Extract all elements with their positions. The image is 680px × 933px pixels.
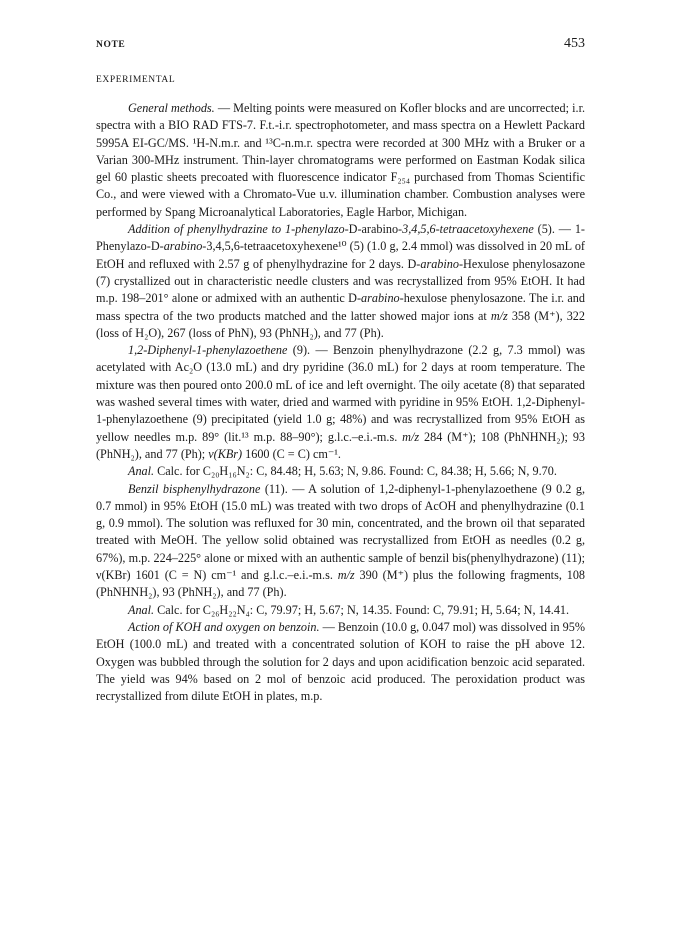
italic-term: arabino: [420, 256, 459, 271]
paragraph-heading: Anal.: [128, 602, 155, 617]
paragraph-body: (9). — Benzoin phenylhydrazone (2.2 g, 7.3 mmol) was acetylated with Ac₂O (13.0 mL) and dry pyridine (36.0 mL) for 2 days at room temperature. The mixture was then poured onto 200.0 mL of ice and left overnight. The oily acetate (8) that separated was washed several times with water, dried and warmed with pyridine in 95% EtOH. 1,2-Diphenyl-1-phenylazoethene (9) precipitated (yield 1.0 g; 48%) and was recrystallized from 95% EtOH as yellow needles m.p. 89° (lit.¹³ m.p. 88–90°); g.l.c.–e.i.-m.s.: [96, 343, 585, 444]
paragraph-heading: Anal.: [128, 464, 155, 479]
paragraph-diphenyl: [96, 342, 585, 463]
paragraph-addition: [96, 221, 585, 342]
paragraph-body: — Benzoin (10.0 g, 0.047 mol) was dissolved in 95% EtOH (100.0 mL) and treated with a concentrated solution of KOH to raise the pH above 12. Oxygen was bubbled through the solution for 2 days and upon acidification benzoic acid separated. The yield was 94% based on 2 mol of benzoic acid produced. The peroxidation product was recrystallized from dilute EtOH in plates, m.p.: [96, 619, 585, 704]
paragraph-body: -hexulose phenylosazone. The i.r. and mass spectra of the two products matched and the latter showed major ions at: [96, 291, 585, 323]
paragraph-body: Calc. for C₂₆H₂₂N₄: C, 79.97; H, 5.67; N, 14.35. Found: C, 79.91; H, 5.64; N, 14.41.: [154, 602, 570, 617]
page-header: [96, 36, 585, 60]
italic-term: m/z: [402, 429, 420, 444]
paragraph-koh: [96, 619, 585, 705]
italic-term: arabino: [163, 239, 203, 254]
page-number: 453: [564, 36, 585, 51]
paragraph-heading-roman: D-arabino-: [348, 222, 403, 237]
italic-term: m/z: [490, 308, 508, 323]
paragraph-heading: Benzil bisphenylhydrazone: [128, 481, 261, 496]
paragraph-benzil: [96, 481, 585, 602]
paragraph-body: 390 (M⁺) plus the following fragments, 108 (PhNHNH₂), 93 (PhNH₂), and 77 (Ph).: [96, 568, 586, 600]
running-head: NOTE: [96, 40, 126, 50]
paragraph-body: -3,4,5,6-tetraacetoxyhexene¹⁰ (5) (1.0 g, 2.4 mmol) was dissolved in 20 mL of EtOH and refluxed with 2.57 g of phenylhydrazine for 2 days. D-: [96, 239, 585, 271]
paragraph-heading: General methods.: [128, 101, 215, 115]
paragraph-body: 358 (M⁺), 322 (loss of H₂O), 267 (loss of PhN), 93 (PhNH₂), and 77 (Ph).: [96, 308, 585, 340]
italic-term: m/z: [337, 568, 355, 583]
paragraph-heading: 1,2-Diphenyl-1-phenylazoethene: [128, 343, 288, 358]
paragraph-body: (11). — A solution of 1,2-diphenyl-1-phenylazoethene (9 0.2 g, 0.7 mmol) in 95% EtOH (15.0 mL) was treated with two drops of AcOH and phenylhydrazine (0.1 g, 0.9 mmol). The solution was refluxed for 30 min, concentrated, and the brown oil that separated treated with MeOH. The yellow solid obtained was recrystallized from EtOH as needles (0.2 g, 67%), m.p. 224–225° alone or mixed with an authentic sample of benzil bis(phenylhydrazone) (11); ν(KBr) 1601 (C = N) cm⁻¹ and g.l.c.–e.i.-m.s.: [96, 481, 585, 583]
paragraph-body: — 1-Phenylazo-D-: [96, 222, 585, 254]
paragraph-general-methods: [96, 100, 585, 221]
paragraph-body: — Melting points were measured on Kofler blocks and are uncorrected; i.r. spectra with a BIO RAD FTS-7. F.t.-i.r. spectrophotometer, and mass spectra on a Hewlett Packard 5995A EI-GC/MS. ¹H-N.m.r. and ¹³C-n.m.r. spectra were recorded at 300 MHz with a Bruker or a Varian 300-MHz instrument. Thin-layer chromatograms were performed on Eastman Kodak silica gel 60 plastic sheets precoated with fluorescence indicator F₂₅₄ purchased from Thomas Scientific Co., and were viewed with a Chromato-Vue u.v. illumination chamber. Combustion analyses were performed by Spang Microanalytical Laboratories, Eagle Harbor, Michigan.: [96, 101, 585, 219]
paragraph-body: -Hexulose phenylosazone (7) crystallized out in characteristic needle clusters and was recrystallized from 95% EtOH. It had m.p. 198–201° alone or admixed with an authentic D-: [96, 256, 585, 306]
italic-term: ν(KBr): [208, 446, 243, 461]
paragraph-analysis-1: [96, 463, 585, 480]
paragraph-analysis-2: [96, 602, 585, 619]
paragraph-heading: Addition of phenylhydrazine to 1-phenylazo-: [128, 222, 349, 237]
paragraph-heading: Action of KOH and oxygen on benzoin.: [128, 619, 320, 634]
paragraph-body: 1600 (C = C) cm⁻¹.: [242, 446, 341, 461]
compound-label: (5).: [533, 222, 555, 237]
section-title: EXPERIMENTAL: [96, 75, 176, 85]
paragraph-body: 284 (M⁺); 108 (PhNHNH₂); 93 (PhNH₂), and 77 (Ph);: [96, 429, 586, 461]
paragraph-heading: 3,4,5,6-tetraacetoxyhexene: [402, 222, 534, 237]
paragraph-body: Calc. for C₂₀H₁₆N₂: C, 84.48; H, 5.63; N, 9.86. Found: C, 84.38; H, 5.66; N, 9.70.: [154, 464, 557, 479]
italic-term: arabino: [361, 291, 400, 306]
